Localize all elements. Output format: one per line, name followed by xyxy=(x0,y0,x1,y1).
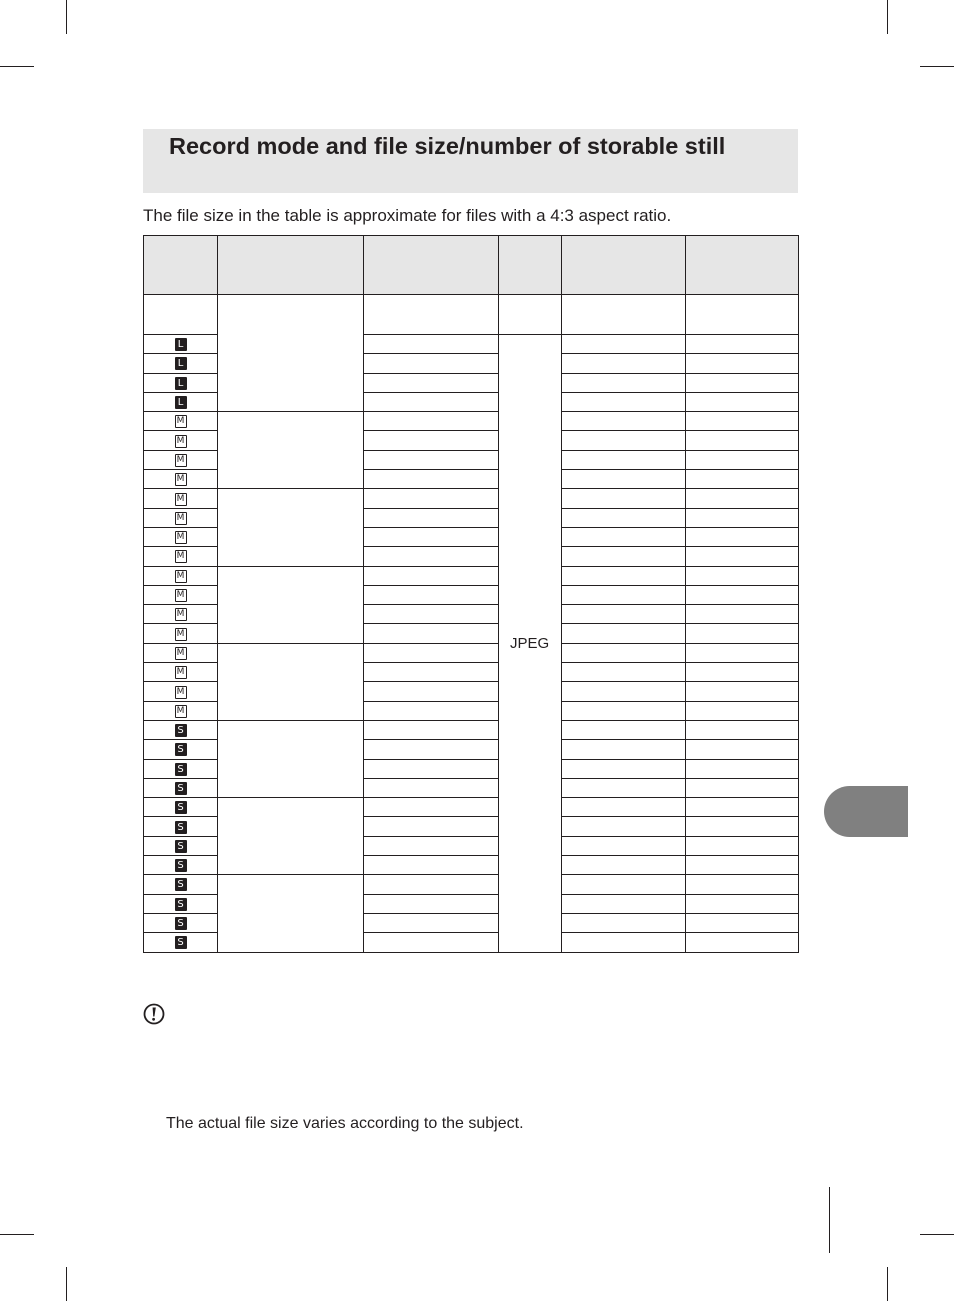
pixel-count-cell xyxy=(218,875,364,952)
table-cell xyxy=(561,740,685,759)
record-mode-l-icon: L xyxy=(175,377,187,390)
table-cell xyxy=(685,663,798,682)
record-mode-m-icon: M xyxy=(175,705,187,718)
file-format-cell: JPEG xyxy=(498,335,561,953)
record-mode-cell xyxy=(144,547,218,566)
table-cell xyxy=(364,295,498,335)
table-cell xyxy=(561,431,685,450)
record-mode-cell xyxy=(144,759,218,778)
table-cell xyxy=(561,508,685,527)
header-cell xyxy=(498,236,561,295)
table-cell xyxy=(561,798,685,817)
table-cell xyxy=(364,759,498,778)
crop-mark xyxy=(887,0,888,34)
table-cell xyxy=(685,778,798,797)
caution-icon xyxy=(143,1003,165,1025)
table-row xyxy=(144,875,799,894)
record-mode-s-icon: S xyxy=(175,936,187,949)
table-cell xyxy=(685,450,798,469)
record-mode-s-icon: S xyxy=(175,859,187,872)
record-mode-l-icon: L xyxy=(175,338,187,351)
table-cell xyxy=(364,720,498,739)
table-cell xyxy=(685,933,798,952)
crop-mark xyxy=(920,1234,954,1235)
table-cell xyxy=(685,682,798,701)
table-cell xyxy=(364,508,498,527)
record-mode-cell xyxy=(144,470,218,489)
record-mode-cell xyxy=(144,508,218,527)
pixel-count-cell xyxy=(218,566,364,643)
table-cell xyxy=(364,875,498,894)
table-cell xyxy=(685,798,798,817)
record-mode-m-icon: M xyxy=(175,454,187,467)
table-cell xyxy=(561,663,685,682)
record-mode-cell xyxy=(144,489,218,508)
table-cell xyxy=(685,759,798,778)
record-mode-m-icon: M xyxy=(175,686,187,699)
table-cell xyxy=(364,624,498,643)
table-row xyxy=(144,412,799,431)
table-cell xyxy=(364,373,498,392)
table-cell xyxy=(364,354,498,373)
table-row xyxy=(144,798,799,817)
table-row xyxy=(144,295,799,335)
table-cell xyxy=(364,585,498,604)
table-cell xyxy=(364,913,498,932)
table-cell xyxy=(685,894,798,913)
table-cell xyxy=(364,431,498,450)
record-mode-m-icon: M xyxy=(175,415,187,428)
table-cell xyxy=(561,817,685,836)
table-cell xyxy=(364,663,498,682)
table-cell xyxy=(685,335,798,354)
record-mode-cell xyxy=(144,798,218,817)
header-cell xyxy=(685,236,798,295)
table-cell xyxy=(364,856,498,875)
record-mode-cell xyxy=(144,450,218,469)
table-cell xyxy=(364,933,498,952)
table-cell xyxy=(561,450,685,469)
pixel-count-cell xyxy=(218,720,364,797)
table-cell xyxy=(561,836,685,855)
table-cell xyxy=(561,295,685,335)
crop-mark xyxy=(887,1267,888,1301)
table-cell xyxy=(685,836,798,855)
table-cell xyxy=(364,547,498,566)
table-cell xyxy=(685,470,798,489)
record-mode-m-icon: M xyxy=(175,647,187,660)
record-mode-s-icon: S xyxy=(175,724,187,737)
record-mode-cell xyxy=(144,585,218,604)
record-mode-s-icon: S xyxy=(175,763,187,776)
table-cell xyxy=(144,295,218,335)
record-mode-m-icon: M xyxy=(175,473,187,486)
record-mode-cell xyxy=(144,373,218,392)
record-mode-cell xyxy=(144,682,218,701)
table-cell xyxy=(364,817,498,836)
table-cell xyxy=(561,392,685,411)
table-cell xyxy=(561,759,685,778)
table-cell xyxy=(561,913,685,932)
record-mode-cell xyxy=(144,431,218,450)
table-cell xyxy=(685,913,798,932)
table-cell xyxy=(364,894,498,913)
table-cell xyxy=(685,566,798,585)
record-mode-s-icon: S xyxy=(175,801,187,814)
record-mode-cell xyxy=(144,624,218,643)
record-mode-cell xyxy=(144,894,218,913)
record-mode-table xyxy=(143,235,799,953)
table-cell xyxy=(685,392,798,411)
table-row xyxy=(144,566,799,585)
table-cell xyxy=(561,624,685,643)
table-cell xyxy=(561,894,685,913)
table-cell xyxy=(561,875,685,894)
table-header-row xyxy=(144,236,799,295)
table-cell xyxy=(364,489,498,508)
table-cell xyxy=(561,585,685,604)
table-cell xyxy=(561,856,685,875)
table-cell xyxy=(685,527,798,546)
record-mode-cell xyxy=(144,392,218,411)
table-cell xyxy=(364,682,498,701)
table-cell xyxy=(561,605,685,624)
record-mode-cell xyxy=(144,663,218,682)
table-cell xyxy=(561,373,685,392)
table-cell xyxy=(685,412,798,431)
record-mode-s-icon: S xyxy=(175,840,187,853)
record-mode-m-icon: M xyxy=(175,531,187,544)
table-cell xyxy=(561,335,685,354)
record-mode-cell xyxy=(144,933,218,952)
table-cell xyxy=(561,720,685,739)
table-cell xyxy=(364,701,498,720)
section-title-bar xyxy=(143,129,798,193)
table-cell xyxy=(498,295,561,335)
intro-text: The file size in the table is approximate for files with a 4:3 aspect ratio. xyxy=(143,206,672,225)
record-mode-m-icon: M xyxy=(175,589,187,602)
record-mode-cell xyxy=(144,856,218,875)
record-mode-m-icon: M xyxy=(175,608,187,621)
header-cell xyxy=(144,236,218,295)
record-mode-s-icon: S xyxy=(175,917,187,930)
table-cell xyxy=(364,335,498,354)
record-mode-m-icon: M xyxy=(175,512,187,525)
header-cell xyxy=(218,236,364,295)
table-cell xyxy=(685,856,798,875)
record-mode-m-icon: M xyxy=(175,550,187,563)
record-mode-cell xyxy=(144,643,218,662)
table-cell xyxy=(685,354,798,373)
table-cell xyxy=(364,412,498,431)
record-mode-s-icon: S xyxy=(175,898,187,911)
crop-mark xyxy=(0,66,34,67)
record-mode-cell xyxy=(144,720,218,739)
table-cell xyxy=(561,566,685,585)
record-mode-m-icon: M xyxy=(175,570,187,583)
table-row xyxy=(144,720,799,739)
table-cell xyxy=(364,392,498,411)
table-cell xyxy=(561,354,685,373)
header-cell xyxy=(364,236,498,295)
record-mode-cell xyxy=(144,740,218,759)
record-mode-cell xyxy=(144,354,218,373)
record-mode-m-icon: M xyxy=(175,435,187,448)
pixel-count-cell xyxy=(218,412,364,489)
crop-mark xyxy=(66,1267,67,1301)
table-row xyxy=(144,643,799,662)
record-mode-cell xyxy=(144,817,218,836)
table-cell xyxy=(561,933,685,952)
table-cell xyxy=(364,527,498,546)
table-cell xyxy=(685,624,798,643)
table-cell xyxy=(561,489,685,508)
table-row xyxy=(144,489,799,508)
header-cell xyxy=(561,236,685,295)
record-mode-m-icon: M xyxy=(175,493,187,506)
table-cell xyxy=(364,566,498,585)
pixel-count-cell xyxy=(218,643,364,720)
record-mode-cell xyxy=(144,913,218,932)
table-cell xyxy=(685,817,798,836)
table-cell xyxy=(685,295,798,335)
section-title: Record mode and file size/number of storable still xyxy=(169,133,726,159)
table-cell xyxy=(685,720,798,739)
table-cell xyxy=(561,527,685,546)
table-cell xyxy=(561,470,685,489)
table-cell xyxy=(685,740,798,759)
table-cell xyxy=(685,373,798,392)
record-mode-cell xyxy=(144,566,218,585)
table-cell xyxy=(364,778,498,797)
record-mode-s-icon: S xyxy=(175,878,187,891)
record-mode-m-icon: M xyxy=(175,628,187,641)
table-cell xyxy=(364,836,498,855)
table-cell xyxy=(561,701,685,720)
record-mode-s-icon: S xyxy=(175,743,187,756)
table-cell xyxy=(685,431,798,450)
record-mode-l-icon: L xyxy=(175,396,187,409)
table-cell xyxy=(364,643,498,662)
record-mode-cell xyxy=(144,412,218,431)
table-cell xyxy=(364,740,498,759)
table-cell xyxy=(685,875,798,894)
pixel-count-cell xyxy=(218,489,364,566)
table-cell xyxy=(685,701,798,720)
table-cell xyxy=(685,508,798,527)
pixel-count-cell xyxy=(218,798,364,875)
table-cell xyxy=(364,605,498,624)
table-cell xyxy=(561,778,685,797)
table-cell xyxy=(364,470,498,489)
table-cell xyxy=(685,585,798,604)
record-mode-cell xyxy=(144,701,218,720)
chapter-tab xyxy=(824,786,908,837)
table-cell xyxy=(364,798,498,817)
record-mode-cell xyxy=(144,836,218,855)
record-mode-cell xyxy=(144,527,218,546)
table-cell xyxy=(561,682,685,701)
trim-line xyxy=(829,1187,830,1253)
table-cell xyxy=(561,547,685,566)
table-cell xyxy=(685,547,798,566)
crop-mark xyxy=(920,66,954,67)
pixel-count-cell xyxy=(218,295,364,412)
record-mode-s-icon: S xyxy=(175,782,187,795)
record-mode-s-icon: S xyxy=(175,821,187,834)
record-mode-cell xyxy=(144,335,218,354)
table-cell xyxy=(561,412,685,431)
crop-mark xyxy=(0,1234,34,1235)
record-mode-cell xyxy=(144,605,218,624)
table-cell xyxy=(685,605,798,624)
crop-mark xyxy=(66,0,67,34)
record-mode-cell xyxy=(144,875,218,894)
record-mode-m-icon: M xyxy=(175,666,187,679)
table-cell xyxy=(364,450,498,469)
table-cell xyxy=(685,489,798,508)
caution-note: The actual file size varies according to the subject. xyxy=(166,1115,524,1132)
table-cell xyxy=(561,643,685,662)
record-mode-cell xyxy=(144,778,218,797)
table-cell xyxy=(685,643,798,662)
record-mode-l-icon: L xyxy=(175,357,187,370)
